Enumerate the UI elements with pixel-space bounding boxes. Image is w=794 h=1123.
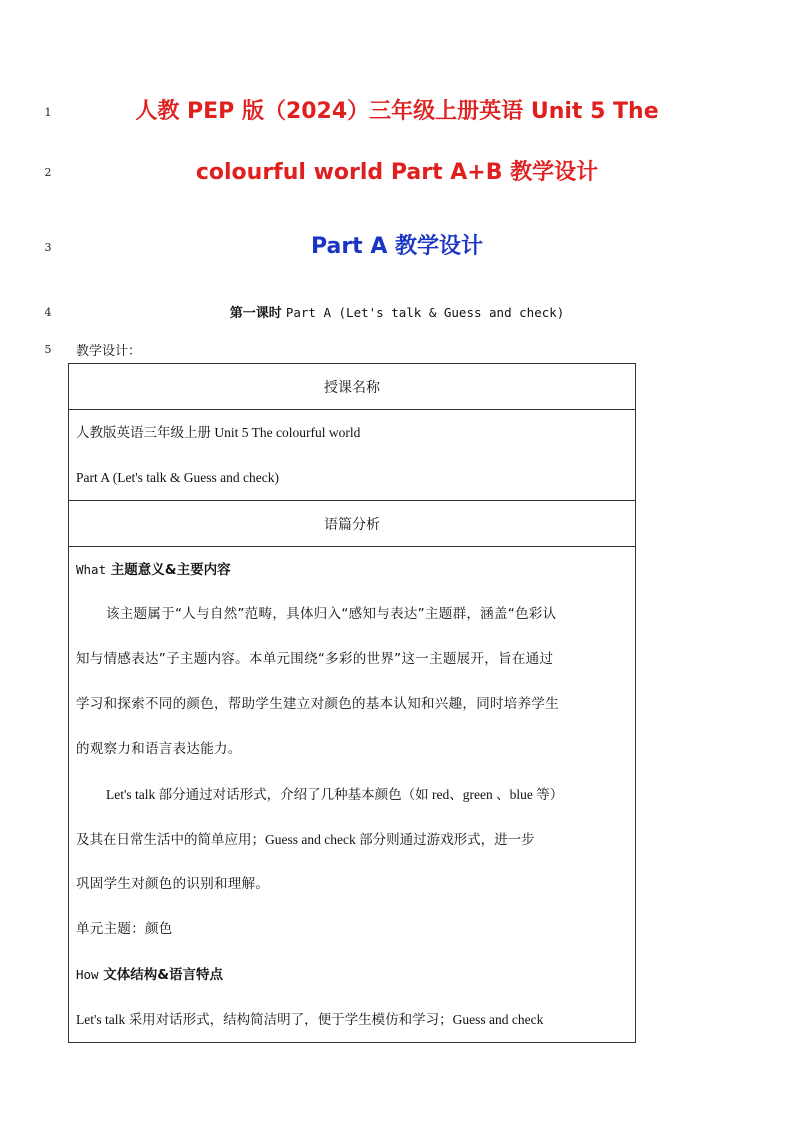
paragraph-2-line-2: 及其在日常生活中的简单应用；Guess and check 部分则通过游戏形式，进一步 bbox=[76, 832, 535, 847]
lesson-heading bbox=[60, 302, 734, 321]
how-heading bbox=[76, 952, 628, 997]
paragraph-1-line-2: 知与情感表达”子主题内容。本单元围绕“多彩的世界”这一主题展开，旨在通过 bbox=[76, 651, 554, 667]
course-name-header: 授课名称 bbox=[69, 364, 636, 410]
document-title-line-1: 人教 PEP 版（2024）三年级上册英语 Unit 5 The bbox=[135, 99, 659, 124]
section-subtitle: Part A 教学设计 bbox=[310, 234, 484, 259]
course-name-line-2: Part A (Let's talk & Guess and check) bbox=[76, 470, 280, 485]
paragraph-2-line-1: Let's talk 部分通过对话形式，介绍了几种基本颜色（如 red、green 、blue 等） bbox=[106, 787, 564, 802]
lesson-plan-table bbox=[68, 363, 636, 1043]
lesson-name: Part A (Let's talk & Guess and check) bbox=[285, 305, 565, 320]
line-number-3: 3 bbox=[44, 241, 52, 254]
line-number-1: 1 bbox=[44, 106, 52, 119]
how-heading-text: 文体结构&语言特点 bbox=[98, 967, 224, 983]
what-heading bbox=[76, 547, 628, 592]
design-label: 教学设计： bbox=[76, 344, 142, 359]
paragraph-1-line-3: 学习和探索不同的颜色，帮助学生建立对颜色的基本认知和兴趣，同时培养学生 bbox=[76, 696, 559, 712]
document-title-line-2: colourful world Part A+B 教学设计 bbox=[195, 160, 599, 185]
text-analysis-header: 语篇分析 bbox=[69, 501, 636, 547]
line-number-4: 4 bbox=[44, 306, 52, 319]
unit-theme: 单元主题：颜色 bbox=[76, 921, 173, 937]
course-name-cell bbox=[69, 410, 636, 501]
what-prefix: What bbox=[76, 562, 107, 577]
text-analysis-cell bbox=[69, 547, 636, 1043]
paragraph-1-line-1: 该主题属于“人与自然”范畴，具体归入“感知与表达”主题群，涵盖“色彩认 bbox=[106, 606, 557, 622]
lesson-period: 第一课时 bbox=[229, 306, 282, 321]
line-number-5: 5 bbox=[44, 343, 52, 356]
what-heading-text: 主题意义&主要内容 bbox=[106, 562, 231, 578]
line-number-2: 2 bbox=[44, 166, 52, 179]
how-prefix: How bbox=[76, 967, 99, 982]
structure-line-1: Let's talk 采用对话形式，结构简洁明了，便于学生模仿和学习；Guess and check bbox=[76, 1012, 544, 1027]
paragraph-1-line-4: 的观察力和语言表达能力。 bbox=[76, 741, 242, 757]
paragraph-2-line-3: 巩固学生对颜色的识别和理解。 bbox=[76, 876, 270, 892]
course-name-line-1: 人教版英语三年级上册 Unit 5 The colourful world bbox=[76, 425, 361, 440]
